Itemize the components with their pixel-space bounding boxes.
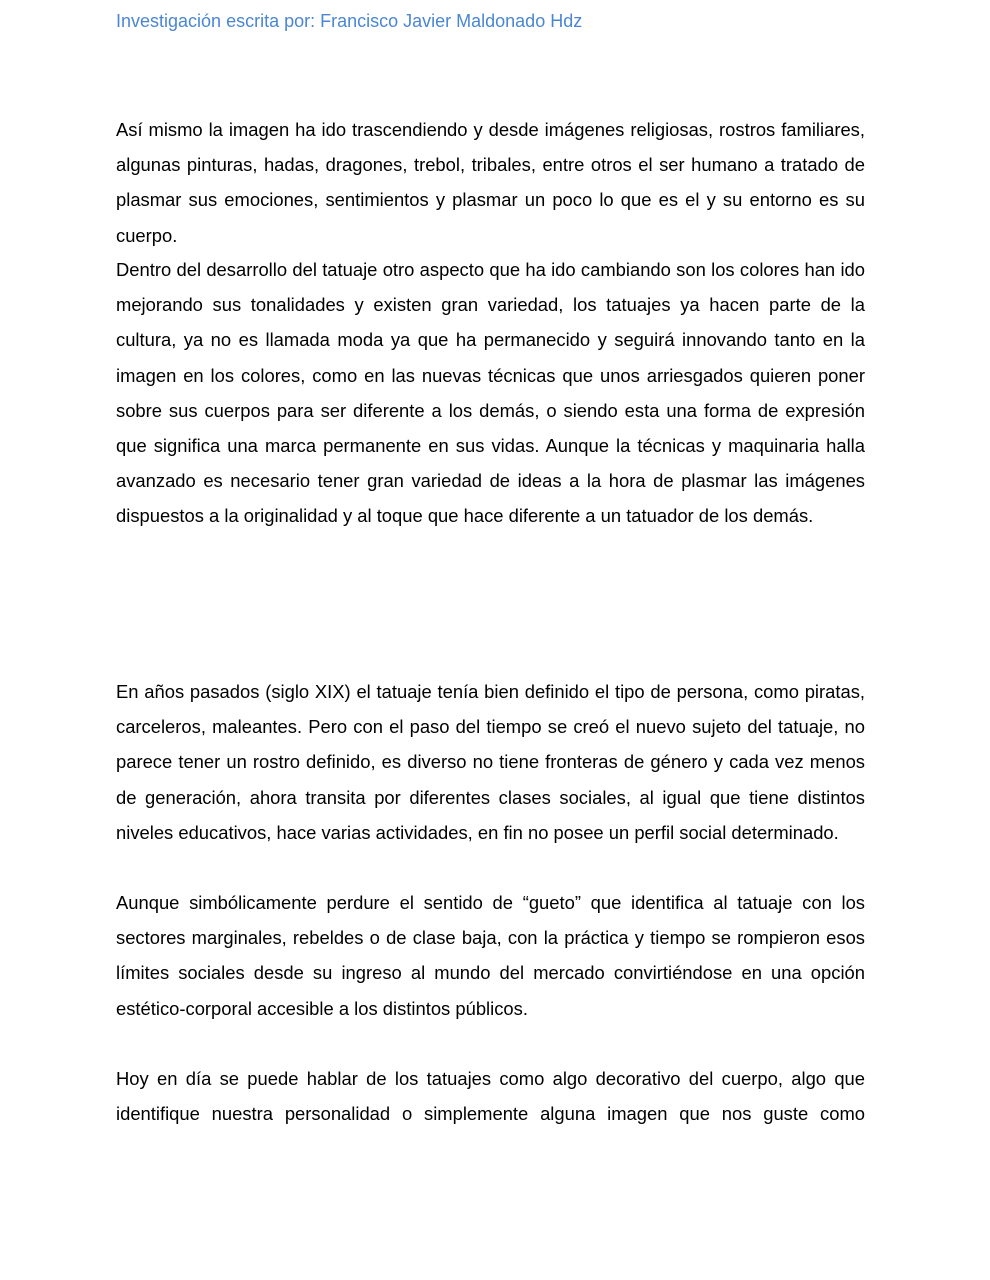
paragraph-past-years: En años pasados (siglo XIX) el tatuaje tenía bien definido el tipo de persona, como piratas, carceleros, maleantes. Pero con el paso del tiempo se creó el nuevo sujeto del tatuaje, no parece tener un rostro definido, es diverso no tiene fronteras de género y cada vez menos de generación, ahora transita por diferentes clases sociales, al igual que tiene distintos niveles educativos, hace varias actividades, en fin no posee un perfil social determinado. [116,681,865,843]
paragraph-gueto-symbolism: Aunque simbólicamente perdure el sentido de “gueto” que identifica al tatuaje con los sectores marginales, rebeldes o de clase baja, con la práctica y tiempo se rompieron esos límites sociales desde su ingreso al mundo del mercado convirtiéndose en una opción estético-corporal accesible a los distintos públicos. [116,892,865,1019]
paragraph-decorative-today: Hoy en día se puede hablar de los tatuajes como algo decorativo del cuerpo, algo que identifique nuestra personalidad o simplemente alguna imagen que nos guste como [116,1068,865,1125]
page-header: Investigación escrita por: Francisco Javier Maldonado Hdz [116,11,583,31]
paragraph-colors-development: Dentro del desarrollo del tatuaje otro aspecto que ha ido cambiando son los colores han ido mejorando sus tonalidades y existen gran variedad, los tatuajes ya hacen parte de la cultura, ya no es llamada moda ya que ha permanecido y seguirá innovando tanto en la imagen en los colores, como en las nuevas técnicas que unos arriesgados quieren poner sobre sus cuerpos para ser diferente a los demás, o siendo esta una forma de expresión que significa una marca permanente en sus vidas. Aunque la técnicas y maquinaria halla avanzado es necesario tener gran variedad de ideas a la hora de plasmar las imágenes dispuestos a la originalidad y al toque que hace diferente a un tatuador de los demás. [116,259,865,527]
paragraph-image-evolution: Así mismo la imagen ha ido trascendiendo y desde imágenes religiosas, rostros familiares, algunas pinturas, hadas, dragones, trebol, tribales, entre otros el ser humano a tratado de plasmar sus emociones, sentimientos y plasmar un poco lo que es el y su entorno es su cuerpo. [116,119,865,246]
